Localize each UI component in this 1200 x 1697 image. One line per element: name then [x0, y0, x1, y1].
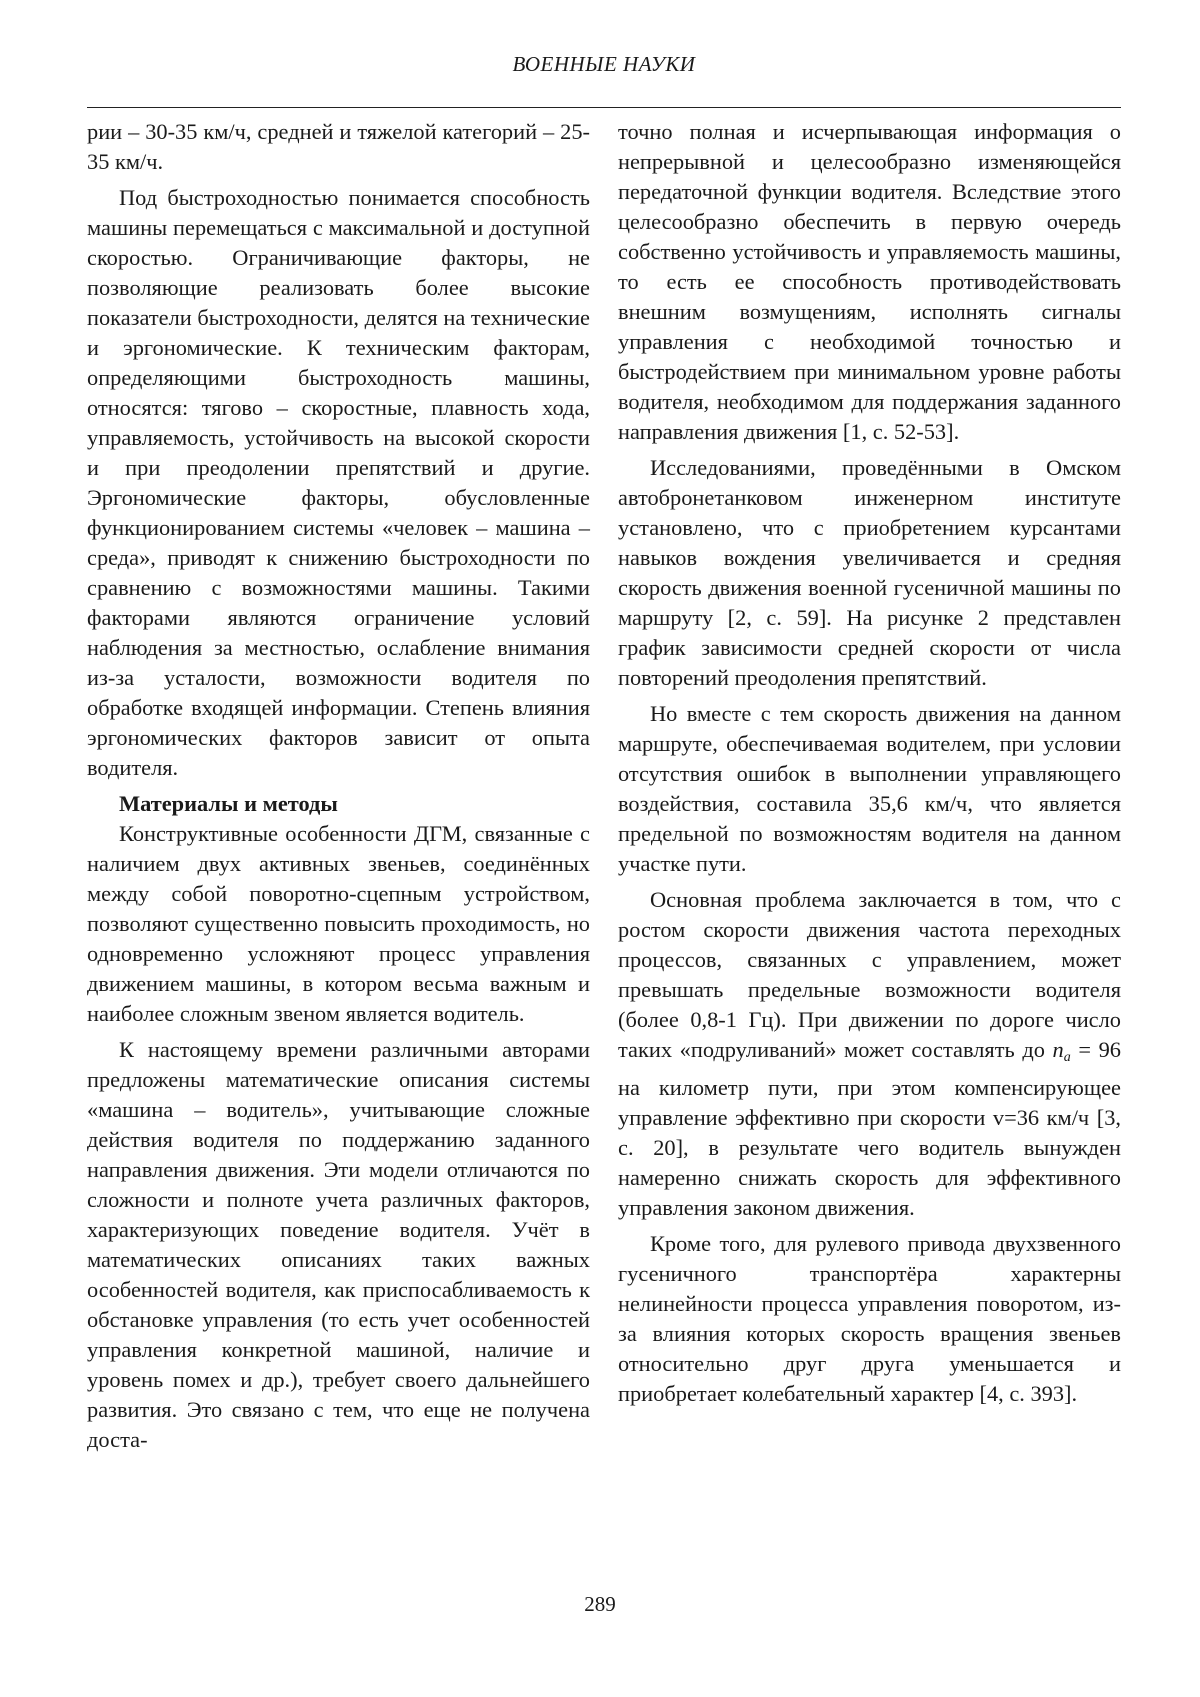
running-title: ВОЕННЫЕ НАУКИ [512, 52, 696, 76]
paragraph: рии – 30-35 км/ч, средней и тяжелой категорий – 25-35 км/ч. [87, 119, 590, 174]
paragraph: Конструктивные особенности ДГМ, связанные с наличием двух активных звеньев, соединённых между собой поворотно-сцепным устройством, позволяют существенно повысить проходимость, но одновременно усложняют процесс управления движением машины, в котором весьма важным и наиболее сложным звеном является водитель. [87, 821, 590, 1026]
paragraph: Но вместе с тем скорость движения на данном маршруте, обеспечиваемая водителем, при условии отсутствия ошибок в выполнении управляющего воздействия, составила 35,6 км/ч, что является предельной по возможностям водителя на данном участке пути. [618, 701, 1121, 876]
paragraph: Исследованиями, проведёнными в Омском автобронетанковом инженерном институте установлено, что с приобретением курсантами навыков вождения увеличивается и средняя скорость движения военной гусеничной машины по маршруту [2, с. 59]. На рисунке 2 представлен график зависимости средней скорости от числа повторений преодоления препятствий. [618, 455, 1121, 690]
variable-n: n [1052, 1037, 1064, 1062]
paragraph: К настоящему времени различными авторами предложены математические описания системы «машина – водитель», учитывающие сложные действия водителя по поддержанию заданного направления движения. Эти модели отличаются по сложности и полноте учета различных факторов, характеризующих поведение водителя. Учёт в математических описаниях таких важных особенностей водителя, как приспосабливаемость к обстановке управления (то есть учет особенностей управления конкретной машиной, наличие и уровень помех и др.), требует своего дальнейшего развития. Это связано с тем, что еще не получена доста- [87, 1037, 590, 1452]
section-heading: Материалы и методы [119, 791, 338, 816]
paragraph: точно полная и исчерпывающая информация о непрерывной и целесообразно изменяющейся передаточной функции водителя. Вследствие этого целесообразно обеспечить в первую очередь собственно устойчивость и управляемость машины, то есть ее способность противодействовать внешним возмущениям, исполнять сигналы управления с необходимой точностью и быстродействием при минимальном уровне работы водителя, необходимом для поддержания заданного направления движения [1, с. 52-53]. [618, 119, 1121, 444]
paragraph-text: = 96 на километр пути, при этом компенсирующее управление эффективно при скорости v=36 км/ч [3, с. 20], в результате чего водитель вынужден намеренно снижать скорость для эффективного управления законом движения. [618, 1037, 1121, 1220]
paragraph: Под быстроходностью понимается способность машины перемещаться с максимальной и доступной скоростью. Ограничивающие факторы, не позволяющие реализовать более высокие показатели быстроходности, делятся на технические и эргономические. К техническим факторам, определяющими быстроходность машины, относятся: тягово – скоростные, плавность хода, управляемость, устойчивость на высокой скорости и при преодолении препятствий и другие. Эргономические факторы, обусловленные функционированием системы «человек – машина – среда», приводят к снижению быстроходности по сравнению с возможностями машины. Такими факторами являются ограничение условий наблюдения за местностью, ослабление внимания из-за усталости, возможности водителя по обработке входящей информации. Степень влияния эргономических факторов зависит от опыта водителя. [87, 185, 590, 780]
right-column [618, 117, 1121, 1415]
paragraph: Кроме того, для рулевого привода двухзвенного гусеничного транспортёра характерны нелинейности процесса управления поворотом, из-за влияния которых скорость вращения звеньев относительно друг друга уменьшается и приобретает колебательный характер [4, с. 393]. [618, 1231, 1121, 1406]
variable-subscript: a [1063, 1050, 1071, 1065]
paragraph [618, 885, 1121, 1223]
page-number: 289 [584, 1592, 616, 1616]
header-rule [87, 107, 1121, 108]
left-column [87, 117, 590, 1461]
paragraph-text: Основная проблема заключается в том, что с ростом скорости движения частота переходных процессов, связанных с управлением, может превышать предельные возможности водителя (более 0,8-1 Гц). При движении по дороге число таких «подруливаний» может составлять до [618, 887, 1121, 1062]
